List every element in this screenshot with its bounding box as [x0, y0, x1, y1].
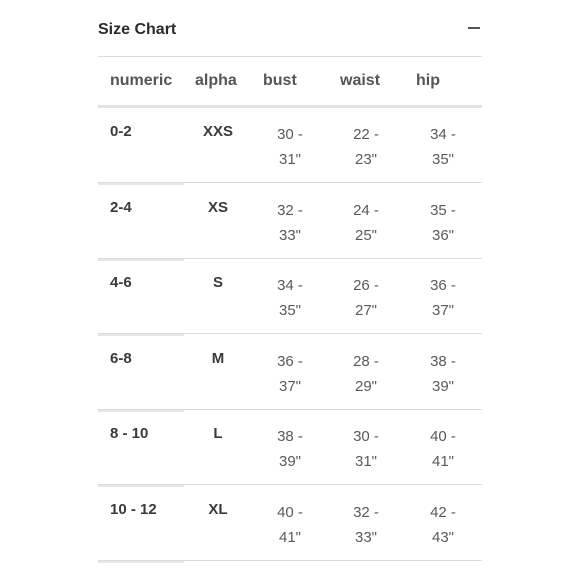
cell-alpha: M — [211, 349, 225, 367]
cell-bust — [260, 424, 320, 474]
cell-alpha: XL — [208, 501, 228, 518]
column-header-hip: hip — [416, 72, 440, 89]
cell-hip-line: 40 - — [430, 428, 456, 446]
cell-hip — [413, 349, 473, 399]
cell-bust-line: 39" — [278, 453, 301, 471]
cell-hip-line: 36" — [431, 226, 454, 244]
table-row — [98, 412, 482, 487]
cell-hip-line: 43" — [431, 529, 454, 546]
cell-hip-line: 36 - — [430, 277, 456, 295]
cell-hip — [413, 500, 473, 550]
cell-waist — [336, 349, 396, 399]
cell-waist-line: 27" — [354, 302, 377, 320]
cell-waist-line: 25" — [354, 226, 377, 244]
table-header-divider — [98, 105, 482, 108]
cell-waist-line: 30 - — [353, 428, 379, 446]
cell-bust-line: 32 - — [277, 201, 303, 219]
cell-waist-line: 29" — [354, 377, 377, 395]
column-header-waist: waist — [340, 72, 381, 89]
table-row — [98, 110, 482, 185]
cell-waist-line: 24 - — [353, 201, 379, 219]
cell-waist-line: 31" — [354, 453, 377, 471]
size-chart-title: Size Chart — [98, 21, 177, 38]
cell-numeric: 10 - 12 — [110, 501, 157, 518]
cell-waist — [336, 198, 396, 248]
table-row — [98, 261, 482, 336]
cell-bust — [260, 500, 320, 550]
row-divider-accent — [98, 561, 184, 563]
cell-bust-line: 36 - — [277, 352, 303, 370]
cell-hip-line: 41" — [431, 453, 454, 471]
size-chart-panel — [98, 0, 482, 580]
cell-hip-line: 37" — [431, 302, 454, 320]
cell-waist-line: 22 - — [353, 126, 379, 143]
cell-bust-line: 41" — [278, 529, 301, 546]
cell-bust — [260, 122, 320, 172]
cell-waist — [336, 122, 396, 172]
cell-hip-line: 35 - — [430, 201, 456, 219]
cell-alpha: XS — [207, 198, 228, 216]
cell-numeric: 4-6 — [110, 274, 132, 292]
column-header-bust: bust — [263, 72, 297, 89]
cell-bust — [260, 198, 320, 248]
cell-numeric: 8 - 10 — [110, 425, 149, 443]
cell-waist-line: 28 - — [353, 352, 379, 370]
cell-bust-line: 34 - — [277, 277, 303, 295]
cell-hip-line: 35" — [431, 151, 454, 168]
cell-waist-line: 32 - — [353, 504, 379, 521]
column-header-alpha: alpha — [195, 72, 237, 89]
table-row — [98, 337, 482, 412]
cell-waist — [336, 500, 396, 550]
table-row — [98, 488, 482, 563]
minus-icon[interactable] — [466, 18, 482, 38]
cell-hip-line: 38 - — [430, 352, 456, 370]
cell-bust-line: 37" — [278, 377, 301, 395]
cell-bust-line: 33" — [278, 226, 301, 244]
cell-waist — [336, 273, 396, 323]
cell-numeric: 6-8 — [110, 349, 132, 367]
cell-hip — [413, 122, 473, 172]
size-chart-header[interactable] — [98, 18, 482, 42]
cell-bust — [260, 349, 320, 399]
cell-hip — [413, 198, 473, 248]
cell-waist-line: 26 - — [353, 277, 379, 295]
cell-waist-line: 33" — [354, 529, 377, 546]
cell-bust-line: 38 - — [277, 428, 303, 446]
cell-waist — [336, 424, 396, 474]
cell-bust-line: 35" — [278, 302, 301, 320]
cell-waist-line: 23" — [354, 151, 377, 168]
cell-hip — [413, 273, 473, 323]
cell-hip-line: 34 - — [430, 126, 456, 143]
column-header-numeric: numeric — [110, 72, 173, 89]
table-row — [98, 186, 482, 261]
cell-bust — [260, 273, 320, 323]
cell-bust-line: 31" — [278, 151, 301, 168]
cell-alpha: XXS — [202, 123, 233, 140]
cell-hip-line: 42 - — [430, 504, 456, 521]
cell-bust-line: 30 - — [277, 126, 303, 143]
cell-numeric: 0-2 — [110, 123, 132, 140]
minus-icon-bar — [468, 27, 480, 29]
cell-hip — [413, 424, 473, 474]
cell-hip-line: 39" — [431, 377, 454, 395]
header-divider — [98, 56, 482, 57]
cell-alpha: L — [213, 425, 223, 443]
cell-bust-line: 40 - — [277, 504, 303, 521]
cell-numeric: 2-4 — [110, 198, 132, 216]
cell-alpha: S — [212, 274, 223, 292]
